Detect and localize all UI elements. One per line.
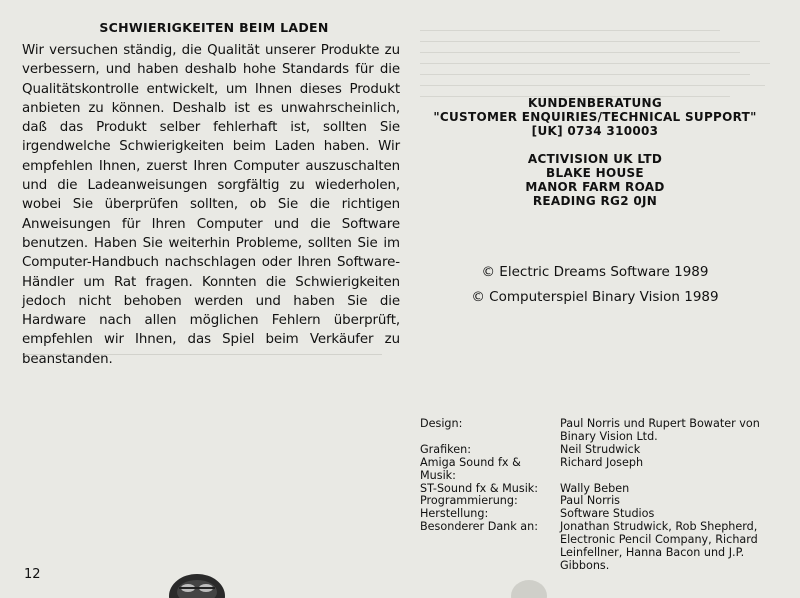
faint-character-icon bbox=[510, 572, 548, 598]
credit-name: Richard Joseph bbox=[560, 455, 644, 469]
credit-name: Paul Norris und Rupert Bowater von Binary Vision Ltd. bbox=[560, 417, 760, 443]
company-name: ACTIVISION UK LTD bbox=[527, 152, 663, 166]
support-subtitle: "CUSTOMER ENQUIRIES/TECHNICAL SUPPORT" bbox=[433, 110, 757, 124]
credit-name: Software Studios bbox=[560, 507, 655, 521]
address-line-1: BLAKE HOUSE bbox=[546, 166, 644, 180]
address-line-2: MANOR FARM ROAD bbox=[525, 180, 665, 194]
copyright-line-1: © Electric Dreams Software 1989 bbox=[481, 264, 709, 280]
copyright-line-2: © Computerspiel Binary Vision 1989 bbox=[471, 289, 719, 305]
credit-name: Neil Strudwick bbox=[560, 442, 641, 456]
credit-role: Programmierung: bbox=[420, 494, 518, 508]
credit-name: Wally Beben bbox=[560, 481, 630, 495]
support-title: KUNDENBERATUNG bbox=[527, 96, 663, 110]
section-heading: SCHWIERIGKEITEN BEIM LADEN bbox=[99, 20, 329, 35]
customer-support-block bbox=[420, 96, 770, 208]
credit-name: Paul Norris bbox=[560, 494, 621, 508]
loading-problems-paragraph: Wir versuchen ständig, die Qualität unserer Produkte zu verbessern, und haben deshalb hohe Standards für die Qualitätskontrolle entwickelt, um Ihnen dieses Produkt anbieten zu können. Deshalb ist es unwahrscheinlich, daß das Produkt selber fehlerhaft ist, sollten Sie irgendwelche Schwierigkeiten beim Laden haben. Wir empfehlen Ihnen, zuerst Ihren Computer auszuschalten und die Ladeanweisungen sorgfältig zu wiederholen, wobei Sie überprüfen sollten, ob Sie die richtigen Anweisungen für Ihren Computer und die Software benutzen. Haben Sie weiterhin Probleme, sollten Sie im Computer-Handbuch nachschlagen oder Ihren Software-Händler um Rat fragen. Konnten die Schwierigkeiten jedoch nicht behoben werden und haben Sie die Hardware nach allen möglichen Fehlern überprüft, empfehlen wir Ihnen, das Spiel beim Verkäufer zu beanstanden. bbox=[22, 43, 400, 367]
credit-role: ST-Sound fx & Musik: bbox=[420, 481, 539, 495]
loading-problems-section bbox=[22, 20, 400, 369]
credit-role: Grafiken: bbox=[420, 442, 471, 456]
credit-role: Besonderer Dank an: bbox=[420, 520, 539, 534]
credit-role: Design: bbox=[420, 417, 463, 430]
character-face-icon bbox=[168, 568, 226, 598]
credit-name: Jonathan Strudwick, Rob Shepherd, Electronic Pencil Company, Richard Leinfellner, Hanna Bacon und J.P. Gibbons. bbox=[560, 520, 758, 572]
credit-row bbox=[420, 418, 795, 444]
credits-list bbox=[420, 418, 795, 573]
credit-role: Amiga Sound fx & Musik: bbox=[420, 455, 521, 482]
credit-row bbox=[420, 444, 795, 457]
bleed-through-right bbox=[420, 22, 790, 97]
address-line-3: READING RG2 0JN bbox=[532, 194, 658, 208]
page-number: 12 bbox=[24, 567, 41, 582]
support-phone: [UK] 0734 310003 bbox=[531, 124, 659, 138]
credit-role: Herstellung: bbox=[420, 507, 489, 521]
credit-row bbox=[420, 457, 795, 483]
credit-row bbox=[420, 521, 795, 573]
